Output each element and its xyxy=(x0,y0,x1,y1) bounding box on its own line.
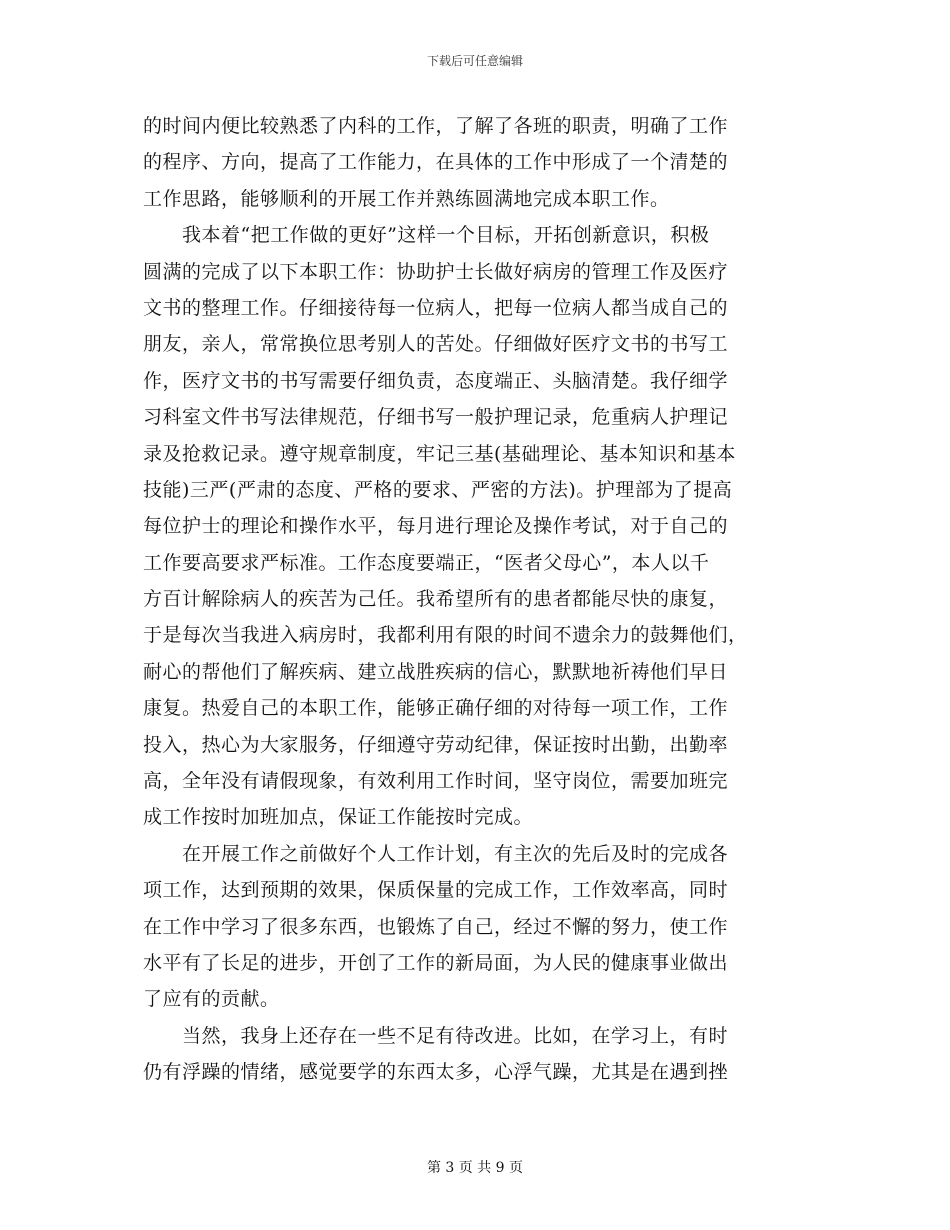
text-line: 文书的整理工作。仔细接待每一位病人，把每一位病人都当成自己的 xyxy=(143,296,729,319)
text-line: 每位护士的理论和操作水平，每月进行理论及操作考试，对于自己的 xyxy=(143,515,729,538)
text-line: 成工作按时加班加点，保证工作能按时完成。 xyxy=(143,806,534,829)
text-line: 了应有的贡献。 xyxy=(143,988,280,1011)
text-line: 项工作，达到预期的效果，保质保量的完成工作，工作效率高，同时 xyxy=(143,879,729,902)
page-header: 下载后可任意编辑 xyxy=(426,54,523,68)
text-line: 高，全年没有请假现象，有效利用工作时间，坚守岗位，需要加班完 xyxy=(143,770,729,793)
text-line: 于是每次当我进入病房时，我都利用有限的时间不遗余力的鼓舞他们， xyxy=(143,624,748,647)
text-line: 当然，我身上还存在一些不足有待改进。比如，在学习上，有时 xyxy=(143,1024,729,1047)
text-line: 方百计解除病人的疾苦为己任。我希望所有的患者都能尽快的康复， xyxy=(143,588,729,611)
text-line: 的程序、方向，提高了工作能力，在具体的工作中形成了一个清楚的 xyxy=(143,151,729,174)
text-line: 录及抢救记录。遵守规章制度，牢记三基(基础理论、基本知识和基本 xyxy=(143,442,736,465)
text-line: 作，医疗文书的书写需要仔细负责，态度端正、头脑清楚。我仔细学 xyxy=(143,369,729,392)
text-line: 康复。热爱自己的本职工作，能够正确仔细的对待每一项工作，工作 xyxy=(143,697,729,720)
text-line: 仍有浮躁的情绪，感觉要学的东西太多，心浮气躁，尤其是在遇到挫 xyxy=(143,1061,729,1084)
text-line: 的时间内便比较熟悉了内科的工作，了解了各班的职责，明确了工作 xyxy=(143,115,729,137)
text-line: 在开展工作之前做好个人工作计划，有主次的先后及时的完成各 xyxy=(143,842,729,865)
text-line: 水平有了长足的进步，开创了工作的新局面，为人民的健康事业做出 xyxy=(143,951,729,974)
text-line: 朋友，亲人，常常换位思考别人的苦处。仔细做好医疗文书的书写工 xyxy=(143,333,729,356)
text-line: 圆满的完成了以下本职工作：协助护士长做好病房的管理工作及医疗 xyxy=(143,260,729,283)
text-line: 投入，热心为大家服务，仔细遵守劳动纪律，保证按时出勤，出勤率 xyxy=(143,733,729,756)
text-line: 耐心的帮他们了解疾病、建立战胜疾病的信心，默默地祈祷他们早日 xyxy=(143,660,729,683)
text-line: 我本着“把工作做的更好”这样一个目标，开拓创新意识，积极 xyxy=(143,224,710,247)
text-line: 技能)三严(严肃的态度、严格的要求、严密的方法)。护理部为了提高 xyxy=(143,478,733,501)
text-line: 工作要高要求严标准。工作态度要端正，“医者父母心”，本人以千 xyxy=(143,551,710,574)
document-body xyxy=(143,108,807,1091)
text-line: 工作思路，能够顺利的开展工作并熟练圆满地完成本职工作。 xyxy=(143,187,670,210)
text-line: 习科室文件书写法律规范，仔细书写一般护理记录，危重病人护理记 xyxy=(143,406,729,429)
text-line: 在工作中学习了很多东西，也锻炼了自己，经过不懈的努力，使工作 xyxy=(143,915,729,938)
page-number-footer: 第 3 页 共 9 页 xyxy=(426,1160,524,1176)
